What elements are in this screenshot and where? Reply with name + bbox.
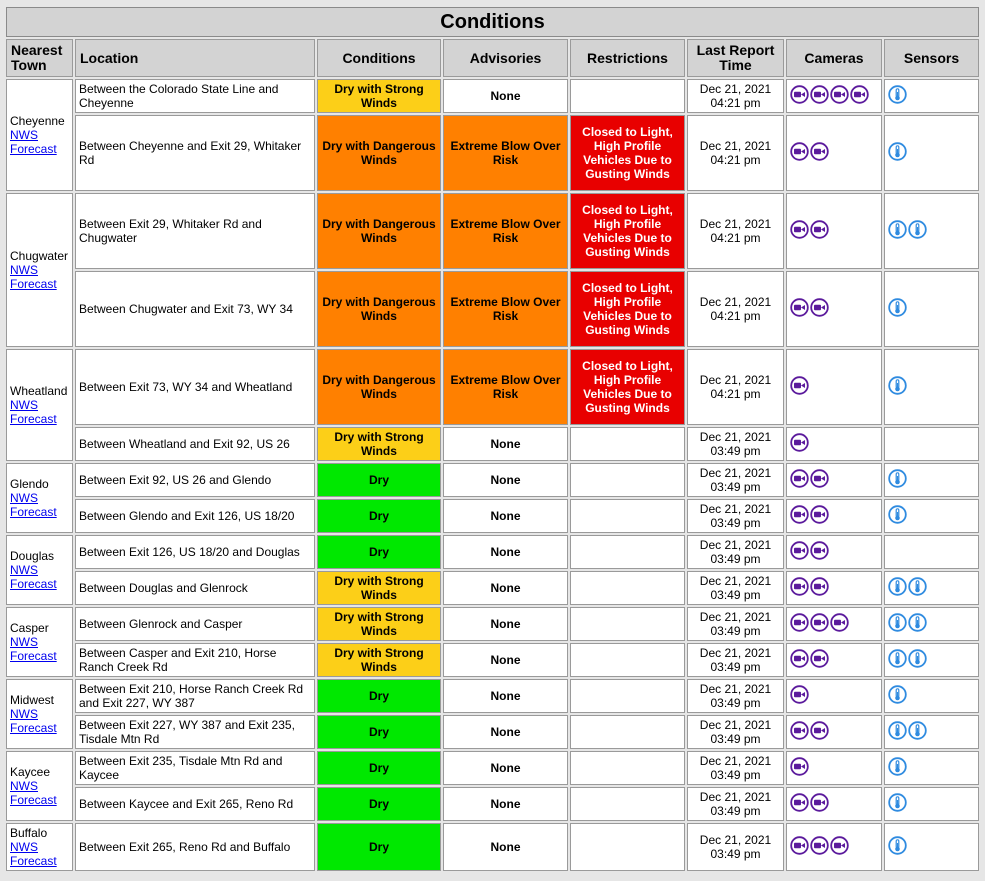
sensors-cell [884, 499, 979, 533]
town-name: Chugwater [10, 249, 69, 263]
sensors-cell [884, 535, 979, 569]
col-header-location: Location [75, 39, 315, 77]
table-row [6, 349, 979, 425]
restriction-cell [570, 535, 685, 569]
advisory-cell: None [443, 535, 568, 569]
thermometer-sensor-icon[interactable] [888, 469, 907, 491]
camera-icon[interactable] [810, 577, 829, 599]
camera-icon[interactable] [810, 85, 829, 107]
camera-icon[interactable] [850, 85, 869, 107]
advisory-cell: Extreme Blow Over Risk [443, 193, 568, 269]
sensors-cell [884, 427, 979, 461]
advisory-cell: None [443, 787, 568, 821]
cameras-cell [786, 271, 882, 347]
condition-cell: Dry with Strong Winds [317, 643, 441, 677]
cameras-cell [786, 463, 882, 497]
camera-icon[interactable] [790, 577, 809, 599]
nws-forecast-link[interactable]: NWS Forecast [10, 398, 57, 426]
camera-icon[interactable] [790, 220, 809, 242]
restriction-cell [570, 823, 685, 871]
location-cell: Between Exit 210, Horse Ranch Creek Rd and Exit 227, WY 387 [75, 679, 315, 713]
cameras-cell [786, 823, 882, 871]
town-name: Casper [10, 621, 49, 635]
town-name: Kaycee [10, 765, 51, 779]
condition-cell: Dry with Strong Winds [317, 79, 441, 113]
last-report-time-cell: Dec 21, 2021 03:49 pm [687, 751, 784, 785]
nearest-town-cell [6, 607, 73, 677]
location-cell: Between Exit 227, WY 387 and Exit 235, Tisdale Mtn Rd [75, 715, 315, 749]
location-cell: Between Glenrock and Casper [75, 607, 315, 641]
condition-cell: Dry with Strong Winds [317, 571, 441, 605]
cameras-cell [786, 427, 882, 461]
restriction-cell [570, 679, 685, 713]
camera-icon[interactable] [790, 541, 809, 563]
nws-forecast-link[interactable]: NWS Forecast [10, 491, 57, 519]
town-name: Cheyenne [10, 114, 65, 128]
camera-icon[interactable] [790, 685, 809, 707]
nearest-town-cell [6, 679, 73, 749]
condition-cell: Dry [317, 679, 441, 713]
nws-forecast-link[interactable]: NWS Forecast [10, 779, 57, 807]
last-report-time-cell: Dec 21, 2021 03:49 pm [687, 679, 784, 713]
nws-forecast-link[interactable]: NWS Forecast [10, 707, 57, 735]
condition-cell: Dry with Dangerous Winds [317, 271, 441, 347]
sensors-cell [884, 349, 979, 425]
camera-icon[interactable] [790, 613, 809, 635]
condition-cell: Dry [317, 823, 441, 871]
table-row [6, 751, 979, 785]
thermometer-sensor-icon[interactable] [908, 220, 927, 242]
nearest-town-cell [6, 463, 73, 533]
town-name: Glendo [10, 477, 49, 491]
camera-icon[interactable] [790, 836, 809, 858]
table-row [6, 115, 979, 191]
last-report-time-cell: Dec 21, 2021 03:49 pm [687, 787, 784, 821]
camera-icon[interactable] [790, 376, 809, 398]
restriction-cell [570, 751, 685, 785]
town-name: Douglas [10, 549, 55, 563]
location-cell: Between Glendo and Exit 126, US 18/20 [75, 499, 315, 533]
col-header-cameras: Cameras [786, 39, 882, 77]
col-header-town: Nearest Town [6, 39, 73, 77]
last-report-time-cell: Dec 21, 2021 04:21 pm [687, 115, 784, 191]
restriction-cell [570, 79, 685, 113]
location-cell: Between Exit 265, Reno Rd and Buffalo [75, 823, 315, 871]
cameras-cell [786, 535, 882, 569]
thermometer-sensor-icon[interactable] [888, 376, 907, 398]
condition-cell: Dry with Strong Winds [317, 427, 441, 461]
advisory-cell: None [443, 823, 568, 871]
col-header-advisories: Advisories [443, 39, 568, 77]
advisory-cell: None [443, 571, 568, 605]
camera-icon[interactable] [790, 793, 809, 815]
table-row [6, 427, 979, 461]
advisory-cell: None [443, 751, 568, 785]
last-report-time-cell: Dec 21, 2021 03:49 pm [687, 715, 784, 749]
col-header-restrictions: Restrictions [570, 39, 685, 77]
advisory-cell: None [443, 715, 568, 749]
camera-icon[interactable] [810, 721, 829, 743]
location-cell: Between Cheyenne and Exit 29, Whitaker Rd [75, 115, 315, 191]
cameras-cell [786, 787, 882, 821]
nearest-town-cell [6, 823, 73, 871]
conditions-table [4, 5, 981, 873]
nearest-town-cell [6, 349, 73, 461]
camera-icon[interactable] [810, 220, 829, 242]
location-cell: Between Exit 235, Tisdale Mtn Rd and Kaycee [75, 751, 315, 785]
sensors-cell [884, 751, 979, 785]
restriction-cell [570, 571, 685, 605]
last-report-time-cell: Dec 21, 2021 04:21 pm [687, 271, 784, 347]
location-cell: Between Chugwater and Exit 73, WY 34 [75, 271, 315, 347]
last-report-time-cell: Dec 21, 2021 03:49 pm [687, 427, 784, 461]
restriction-cell [570, 607, 685, 641]
camera-icon[interactable] [790, 85, 809, 107]
camera-icon[interactable] [810, 298, 829, 320]
condition-cell: Dry with Dangerous Winds [317, 193, 441, 269]
table-row [6, 607, 979, 641]
camera-icon[interactable] [790, 757, 809, 779]
table-row [6, 787, 979, 821]
table-row [6, 643, 979, 677]
condition-cell: Dry with Dangerous Winds [317, 115, 441, 191]
location-cell: Between Exit 73, WY 34 and Wheatland [75, 349, 315, 425]
condition-cell: Dry [317, 463, 441, 497]
cameras-cell [786, 643, 882, 677]
town-name: Wheatland [10, 384, 68, 398]
sensors-cell [884, 715, 979, 749]
advisory-cell: None [443, 499, 568, 533]
location-cell: Between the Colorado State Line and Cheyenne [75, 79, 315, 113]
col-header-sensors: Sensors [884, 39, 979, 77]
camera-icon[interactable] [790, 505, 809, 527]
sensors-cell [884, 823, 979, 871]
advisory-cell: None [443, 79, 568, 113]
advisory-cell: Extreme Blow Over Risk [443, 271, 568, 347]
col-header-conditions: Conditions [317, 39, 441, 77]
camera-icon[interactable] [790, 298, 809, 320]
camera-icon[interactable] [830, 836, 849, 858]
table-row [6, 463, 979, 497]
sensors-cell [884, 271, 979, 347]
table-title: Conditions [6, 7, 979, 37]
advisory-cell: Extreme Blow Over Risk [443, 115, 568, 191]
cameras-cell [786, 715, 882, 749]
camera-icon[interactable] [810, 469, 829, 491]
town-name: Buffalo [10, 826, 48, 840]
condition-cell: Dry [317, 751, 441, 785]
advisory-cell: None [443, 607, 568, 641]
location-cell: Between Douglas and Glenrock [75, 571, 315, 605]
sensors-cell [884, 679, 979, 713]
thermometer-sensor-icon[interactable] [888, 721, 907, 743]
nws-forecast-link[interactable]: NWS Forecast [10, 840, 57, 868]
camera-icon[interactable] [810, 142, 829, 164]
col-header-last-report-time: Last Report Time [687, 39, 784, 77]
restriction-cell [570, 499, 685, 533]
thermometer-sensor-icon[interactable] [888, 505, 907, 527]
thermometer-sensor-icon[interactable] [888, 142, 907, 164]
last-report-time-cell: Dec 21, 2021 04:21 pm [687, 79, 784, 113]
thermometer-sensor-icon[interactable] [908, 577, 927, 599]
thermometer-sensor-icon[interactable] [888, 85, 907, 107]
camera-icon[interactable] [810, 793, 829, 815]
restriction-cell [570, 787, 685, 821]
sensors-cell [884, 193, 979, 269]
cameras-cell [786, 679, 882, 713]
location-cell: Between Wheatland and Exit 92, US 26 [75, 427, 315, 461]
restriction-cell: Closed to Light, High Profile Vehicles Due to Gusting Winds [570, 115, 685, 191]
nearest-town-cell [6, 79, 73, 191]
table-row [6, 535, 979, 569]
camera-icon[interactable] [830, 613, 849, 635]
location-cell: Between Exit 126, US 18/20 and Douglas [75, 535, 315, 569]
cameras-cell [786, 607, 882, 641]
last-report-time-cell: Dec 21, 2021 03:49 pm [687, 643, 784, 677]
camera-icon[interactable] [790, 721, 809, 743]
thermometer-sensor-icon[interactable] [888, 757, 907, 779]
table-row [6, 679, 979, 713]
nearest-town-cell [6, 751, 73, 821]
camera-icon[interactable] [810, 541, 829, 563]
last-report-time-cell: Dec 21, 2021 03:49 pm [687, 607, 784, 641]
advisory-cell: None [443, 427, 568, 461]
thermometer-sensor-icon[interactable] [888, 298, 907, 320]
conditions-panel [4, 5, 981, 873]
condition-cell: Dry with Strong Winds [317, 607, 441, 641]
sensors-cell [884, 787, 979, 821]
cameras-cell [786, 571, 882, 605]
thermometer-sensor-icon[interactable] [888, 685, 907, 707]
cameras-cell [786, 499, 882, 533]
thermometer-sensor-icon[interactable] [888, 613, 907, 635]
sensors-cell [884, 643, 979, 677]
location-cell: Between Exit 92, US 26 and Glendo [75, 463, 315, 497]
sensors-cell [884, 79, 979, 113]
table-row [6, 571, 979, 605]
camera-icon[interactable] [810, 649, 829, 671]
condition-cell: Dry [317, 787, 441, 821]
restriction-cell [570, 643, 685, 677]
nws-forecast-link[interactable]: NWS Forecast [10, 128, 57, 156]
advisory-cell: None [443, 463, 568, 497]
location-cell: Between Exit 29, Whitaker Rd and Chugwater [75, 193, 315, 269]
town-name: Midwest [10, 693, 55, 707]
camera-icon[interactable] [810, 505, 829, 527]
thermometer-sensor-icon[interactable] [908, 649, 927, 671]
table-row [6, 193, 979, 269]
camera-icon[interactable] [810, 836, 829, 858]
last-report-time-cell: Dec 21, 2021 03:49 pm [687, 535, 784, 569]
nws-forecast-link[interactable]: NWS Forecast [10, 263, 57, 291]
nearest-town-cell [6, 193, 73, 347]
sensors-cell [884, 463, 979, 497]
condition-cell: Dry with Dangerous Winds [317, 349, 441, 425]
nws-forecast-link[interactable]: NWS Forecast [10, 635, 57, 663]
condition-cell: Dry [317, 715, 441, 749]
condition-cell: Dry [317, 499, 441, 533]
thermometer-sensor-icon[interactable] [888, 220, 907, 242]
cameras-cell [786, 349, 882, 425]
sensors-cell [884, 571, 979, 605]
table-row [6, 715, 979, 749]
last-report-time-cell: Dec 21, 2021 04:21 pm [687, 193, 784, 269]
thermometer-sensor-icon[interactable] [908, 721, 927, 743]
thermometer-sensor-icon[interactable] [888, 577, 907, 599]
sensors-cell [884, 115, 979, 191]
advisory-cell: Extreme Blow Over Risk [443, 349, 568, 425]
restriction-cell: Closed to Light, High Profile Vehicles Due to Gusting Winds [570, 193, 685, 269]
thermometer-sensor-icon[interactable] [888, 649, 907, 671]
restriction-cell: Closed to Light, High Profile Vehicles Due to Gusting Winds [570, 271, 685, 347]
last-report-time-cell: Dec 21, 2021 04:21 pm [687, 349, 784, 425]
last-report-time-cell: Dec 21, 2021 03:49 pm [687, 571, 784, 605]
restriction-cell [570, 427, 685, 461]
table-row [6, 499, 979, 533]
location-cell: Between Casper and Exit 210, Horse Ranch Creek Rd [75, 643, 315, 677]
restriction-cell [570, 463, 685, 497]
table-row [6, 271, 979, 347]
camera-icon[interactable] [790, 649, 809, 671]
last-report-time-cell: Dec 21, 2021 03:49 pm [687, 499, 784, 533]
camera-icon[interactable] [810, 613, 829, 635]
advisory-cell: None [443, 643, 568, 677]
restriction-cell: Closed to Light, High Profile Vehicles Due to Gusting Winds [570, 349, 685, 425]
sensors-cell [884, 607, 979, 641]
nws-forecast-link[interactable]: NWS Forecast [10, 563, 57, 591]
camera-icon[interactable] [830, 85, 849, 107]
last-report-time-cell: Dec 21, 2021 03:49 pm [687, 823, 784, 871]
nearest-town-cell [6, 535, 73, 605]
thermometer-sensor-icon[interactable] [888, 793, 907, 815]
location-cell: Between Kaycee and Exit 265, Reno Rd [75, 787, 315, 821]
last-report-time-cell: Dec 21, 2021 03:49 pm [687, 463, 784, 497]
cameras-cell [786, 751, 882, 785]
restriction-cell [570, 715, 685, 749]
camera-icon[interactable] [790, 142, 809, 164]
thermometer-sensor-icon[interactable] [888, 836, 907, 858]
table-row [6, 823, 979, 871]
camera-icon[interactable] [790, 433, 809, 455]
cameras-cell [786, 115, 882, 191]
cameras-cell [786, 79, 882, 113]
condition-cell: Dry [317, 535, 441, 569]
table-row [6, 79, 979, 113]
cameras-cell [786, 193, 882, 269]
camera-icon[interactable] [790, 469, 809, 491]
advisory-cell: None [443, 679, 568, 713]
thermometer-sensor-icon[interactable] [908, 613, 927, 635]
